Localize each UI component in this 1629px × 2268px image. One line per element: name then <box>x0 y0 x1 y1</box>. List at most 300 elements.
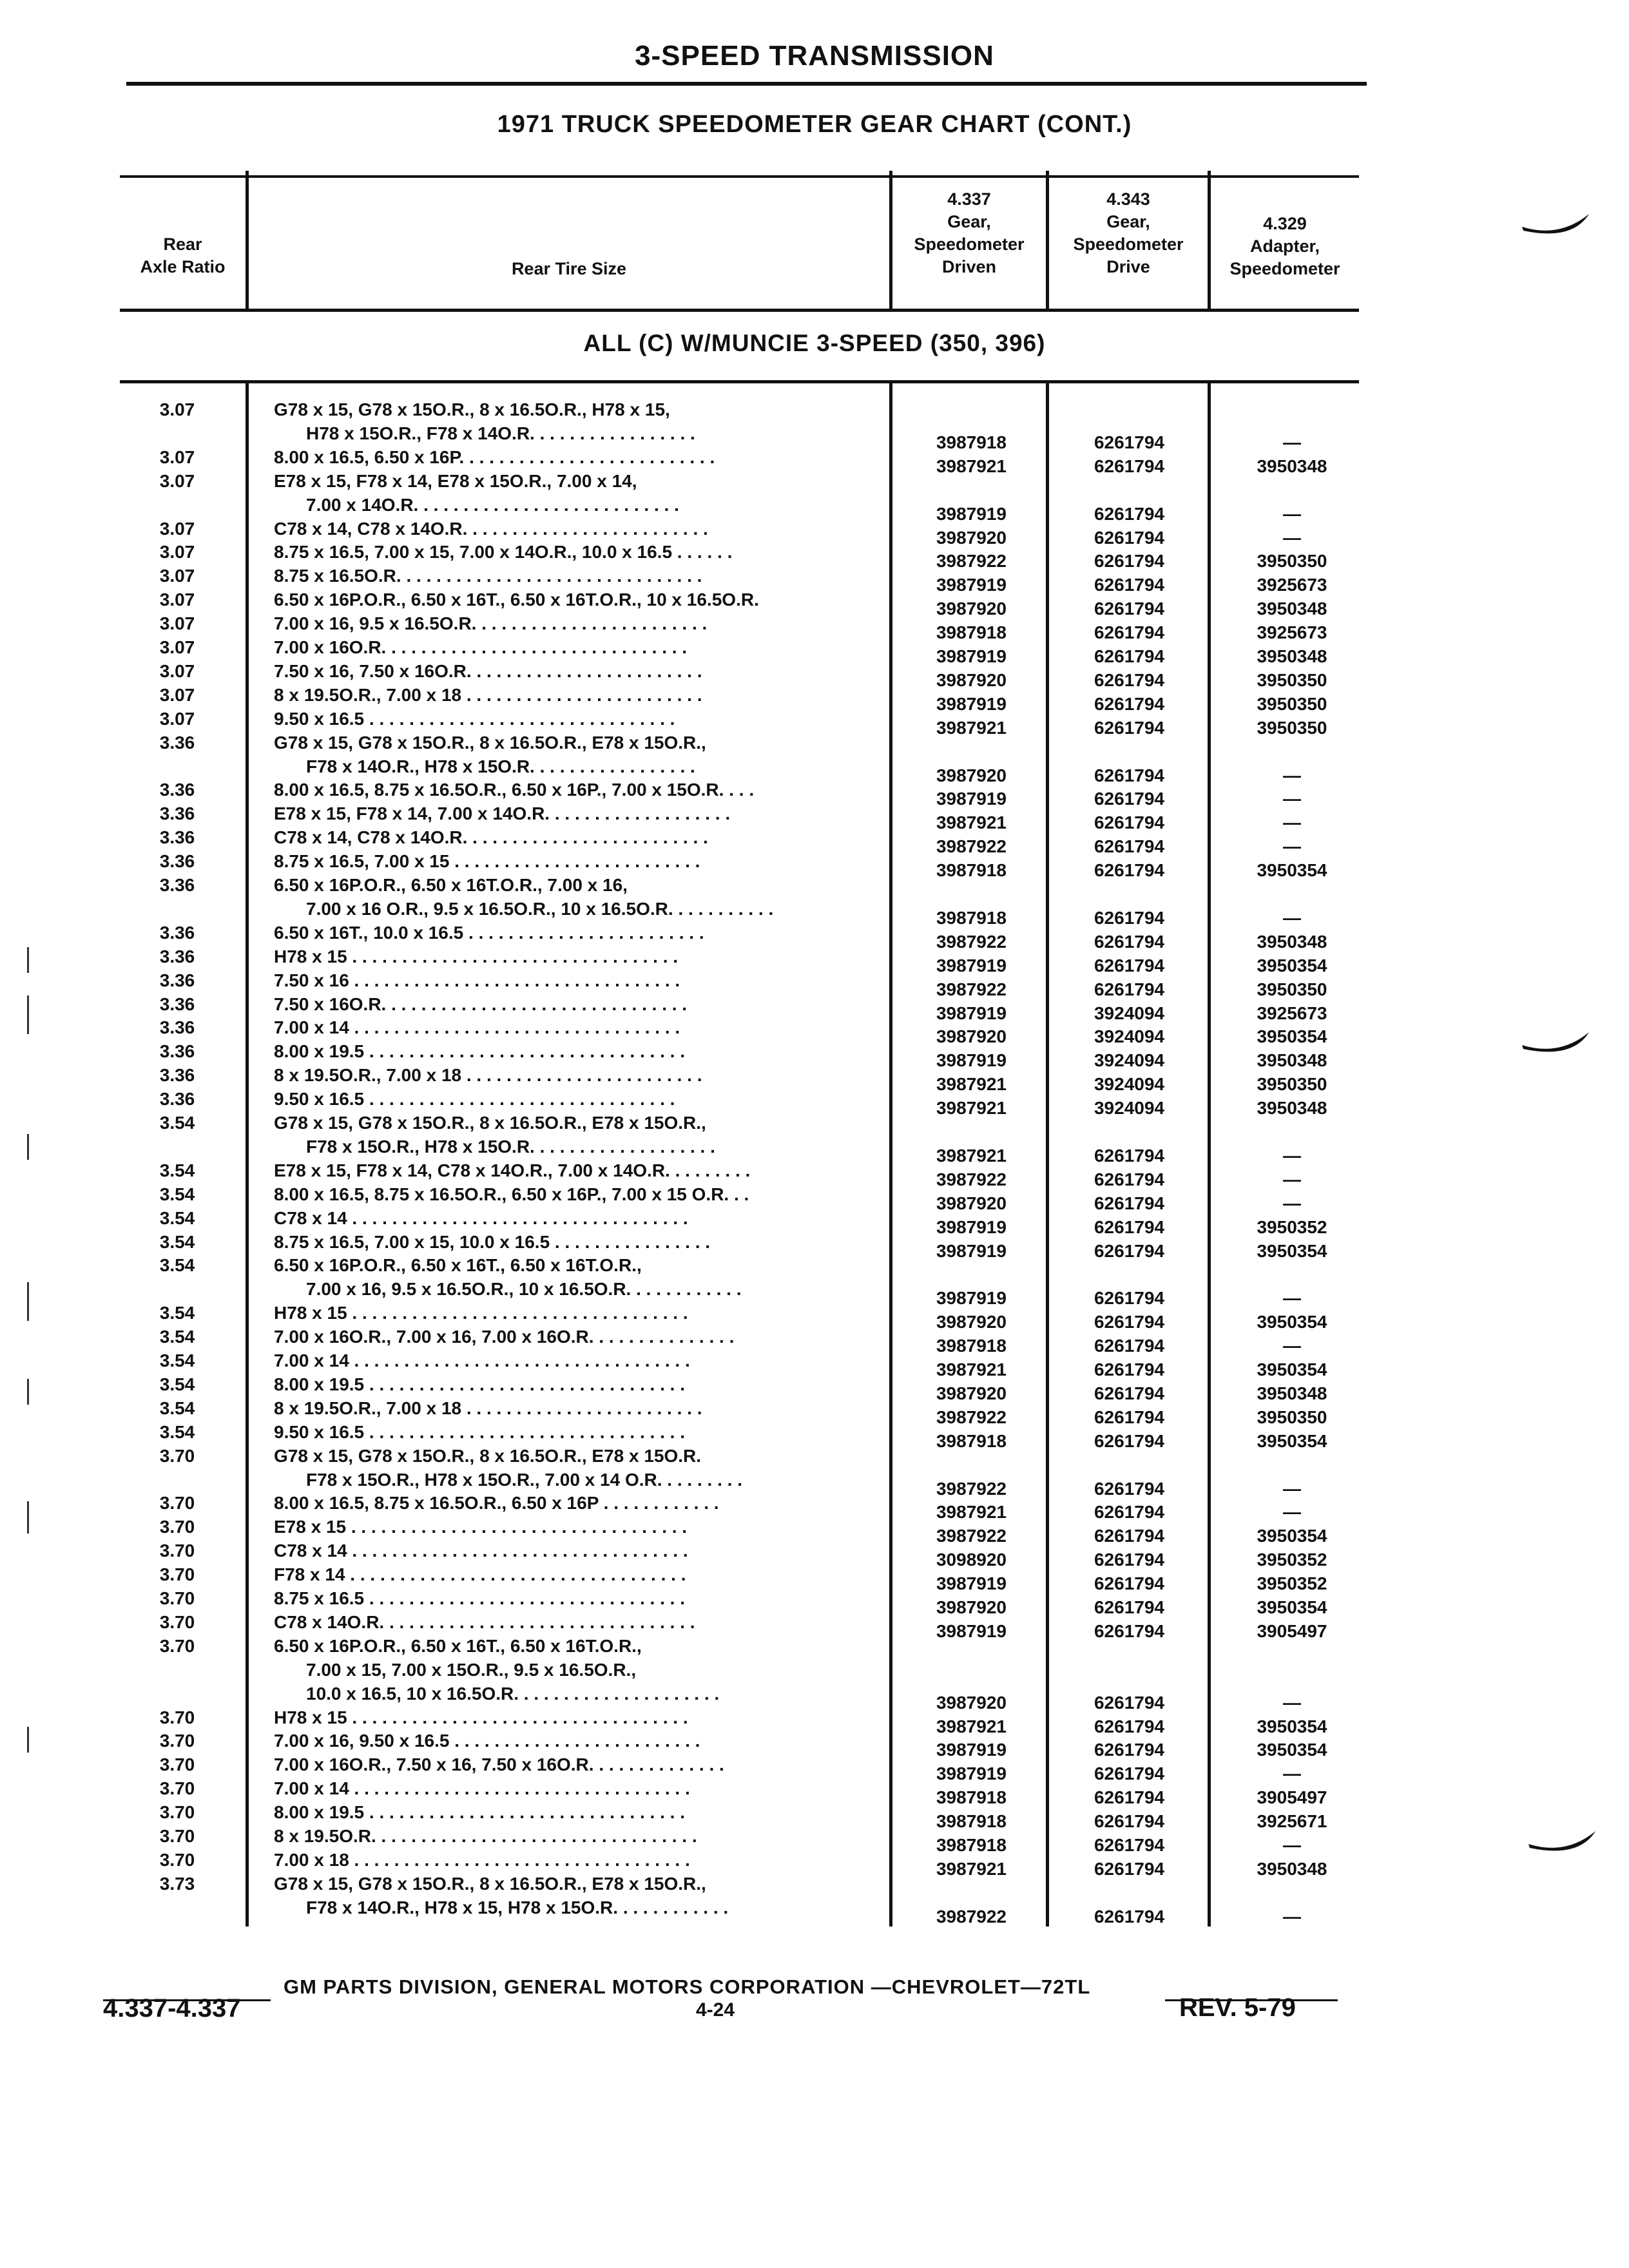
tire-size-cell: 8 x 19.5O.R., 7.00 x 18 . . . . . . . . . . . . . . . . . . . . . . . . <box>274 1065 702 1086</box>
axle-ratio-cell: 3.36 <box>159 875 195 895</box>
axle-ratio-cell: 3.54 <box>159 1421 195 1442</box>
binder-mark <box>1521 1031 1592 1070</box>
drive-gear-cell: 6261794 <box>1094 1312 1164 1332</box>
tire-size-cell: 8 x 19.5O.R. . . . . . . . . . . . . . . . . . . . . . . . . . . . . . . . . <box>274 1826 697 1846</box>
adapter-cell: 3950352 <box>1257 1216 1327 1237</box>
tire-size-cell: 7.50 x 16, 7.50 x 16O.R. . . . . . . . . . . . . . . . . . . . . . . . <box>274 660 702 681</box>
tire-size-cell: 8.75 x 16.5, 7.00 x 15 . . . . . . . . . . . . . . . . . . . . . . . . . <box>274 851 700 872</box>
driven-gear-cell: 3987922 <box>936 979 1007 999</box>
drive-gear-cell: 6261794 <box>1094 955 1164 975</box>
tire-size-cell: 7.00 x 16O.R., 7.50 x 16, 7.50 x 16O.R. . . . . . . . . . . . . . <box>274 1754 724 1775</box>
drive-gear-cell: 6261794 <box>1094 456 1164 476</box>
drive-gear-cell: 6261794 <box>1094 575 1164 595</box>
adapter-cell: 3950354 <box>1257 860 1327 881</box>
axle-ratio-cell: 3.70 <box>159 1802 195 1823</box>
driven-gear-cell: 3987919 <box>936 1003 1007 1023</box>
adapter-cell: — <box>1283 812 1301 833</box>
drive-gear-cell: 6261794 <box>1094 1573 1164 1594</box>
adapter-cell: 3950350 <box>1257 669 1327 690</box>
tire-size-cell: G78 x 15, G78 x 15O.R., 8 x 16.5O.R., E78 x 15O.R., <box>274 1113 706 1133</box>
adapter-cell: 3950354 <box>1257 1597 1327 1617</box>
drive-gear-cell: 3924094 <box>1094 1003 1164 1023</box>
footer-page-number: 4-24 <box>695 1999 735 2021</box>
axle-ratio-cell: 3.54 <box>159 1231 195 1252</box>
drive-gear-cell: 6261794 <box>1094 1692 1164 1713</box>
tire-size-cell: C78 x 14, C78 x 14O.R. . . . . . . . . . . . . . . . . . . . . . . . . <box>274 827 708 848</box>
drive-gear-cell: 6261794 <box>1094 1811 1164 1832</box>
axle-ratio-cell: 3.36 <box>159 1089 195 1110</box>
drive-gear-cell: 6261794 <box>1094 1716 1164 1736</box>
tire-size-cell: 7.00 x 16, 9.50 x 16.5 . . . . . . . . . . . . . . . . . . . . . . . . . <box>274 1731 700 1751</box>
adapter-cell: 3950350 <box>1257 1074 1327 1095</box>
adapter-cell: 3905497 <box>1257 1620 1327 1641</box>
adapter-cell: — <box>1283 1478 1301 1499</box>
drive-gear-cell: 6261794 <box>1094 622 1164 643</box>
footer-corporation: GM PARTS DIVISION, GENERAL MOTORS CORPORATION —CHEVROLET—72TL <box>284 1975 1091 1998</box>
driven-gear-cell: 3987919 <box>936 1240 1007 1261</box>
drive-gear-cell: 3924094 <box>1094 1050 1164 1071</box>
drive-gear-cell: 6261794 <box>1094 1906 1164 1927</box>
drive-gear-cell: 6261794 <box>1094 1526 1164 1546</box>
axle-ratio-cell: 3.54 <box>159 1350 195 1370</box>
axle-ratio-cell: 3.07 <box>159 637 195 657</box>
tire-size-cell: 6.50 x 16P.O.R., 6.50 x 16T.O.R., 7.00 x 16, <box>274 875 628 895</box>
drive-gear-cell: 6261794 <box>1094 551 1164 572</box>
driven-gear-cell: 3987919 <box>936 1620 1007 1641</box>
axle-ratio-cell: 3.07 <box>159 399 195 419</box>
tire-size-cell: G78 x 15, G78 x 15O.R., 8 x 16.5O.R., E78 x 15O.R., <box>274 732 706 753</box>
tire-size-cell: 7.00 x 16O.R. . . . . . . . . . . . . . . . . . . . . . . . . . . . . . . <box>274 637 688 657</box>
axle-ratio-cell: 3.70 <box>159 1754 195 1775</box>
drive-gear-cell: 6261794 <box>1094 1502 1164 1523</box>
driven-gear-cell: 3987919 <box>936 503 1007 524</box>
drive-gear-cell: 3924094 <box>1094 1098 1164 1119</box>
driven-gear-cell: 3987920 <box>936 1026 1007 1047</box>
drive-gear-cell: 6261794 <box>1094 1288 1164 1309</box>
section-title: 3-SPEED TRANSMISSION <box>635 40 994 72</box>
tire-size-cell: 8.75 x 16.5, 7.00 x 15, 7.00 x 14O.R., 10.0 x 16.5 . . . . . . <box>274 542 733 562</box>
tire-size-cell: 8.00 x 16.5, 8.75 x 16.5O.R., 6.50 x 16P., 7.00 x 15 O.R. . . <box>274 1184 749 1204</box>
adapter-cell: 3950348 <box>1257 599 1327 619</box>
driven-gear-cell: 3987920 <box>936 765 1007 785</box>
tire-size-cell: G78 x 15, G78 x 15O.R., 8 x 16.5O.R., E78 x 15O.R., <box>274 1873 706 1894</box>
drive-gear-cell: 6261794 <box>1094 503 1164 524</box>
driven-gear-cell: 3987918 <box>936 1835 1007 1855</box>
axle-ratio-cell: 3.70 <box>159 1707 195 1727</box>
adapter-cell: 3950354 <box>1257 1026 1327 1047</box>
tire-size-cell: 6.50 x 16P.O.R., 6.50 x 16T., 6.50 x 16T.O.R., 10 x 16.5O.R. <box>274 590 759 610</box>
axle-ratio-cell: 3.36 <box>159 1017 195 1038</box>
driven-gear-cell: 3987919 <box>936 1216 1007 1237</box>
drive-gear-cell: 6261794 <box>1094 836 1164 857</box>
drive-gear-cell: 6261794 <box>1094 717 1164 738</box>
axle-ratio-cell: 3.07 <box>159 470 195 491</box>
drive-gear-cell: 6261794 <box>1094 1550 1164 1570</box>
axle-ratio-cell: 3.07 <box>159 684 195 705</box>
axle-ratio-cell: 3.70 <box>159 1849 195 1870</box>
margin-mark <box>27 1501 29 1533</box>
tire-size-cell: H78 x 15 . . . . . . . . . . . . . . . . . . . . . . . . . . . . . . . . . . <box>274 1303 688 1323</box>
axle-ratio-cell: 3.70 <box>159 1635 195 1656</box>
driven-gear-cell: 3987920 <box>936 527 1007 548</box>
adapter-cell: 3925673 <box>1257 1003 1327 1023</box>
axle-ratio-cell: 3.36 <box>159 994 195 1014</box>
tire-size-cell: 8 x 19.5O.R., 7.00 x 18 . . . . . . . . . . . . . . . . . . . . . . . . <box>274 1398 702 1418</box>
header-line: 4.329 <box>1263 214 1307 233</box>
header-line: Speedometer <box>1229 259 1340 278</box>
tire-size-cell: 8.00 x 19.5 . . . . . . . . . . . . . . . . . . . . . . . . . . . . . . . . <box>274 1374 685 1394</box>
axle-ratio-cell: 3.54 <box>159 1327 195 1347</box>
adapter-cell: — <box>1283 1835 1301 1855</box>
adapter-cell: — <box>1283 1906 1301 1927</box>
table-subheader: ALL (C) W/MUNCIE 3-SPEED (350, 396) <box>583 330 1046 356</box>
drive-gear-cell: 6261794 <box>1094 527 1164 548</box>
adapter-cell: — <box>1283 907 1301 928</box>
axle-ratio-cell: 3.54 <box>159 1113 195 1133</box>
drive-gear-cell: 6261794 <box>1094 789 1164 809</box>
adapter-cell: 3950354 <box>1257 1312 1327 1332</box>
drive-gear-cell: 6261794 <box>1094 599 1164 619</box>
header-line: Drive <box>1106 257 1150 276</box>
header-line: Speedometer <box>1073 235 1184 254</box>
adapter-cell: 3950354 <box>1257 955 1327 975</box>
tire-size-cell: H78 x 15O.R., F78 x 14O.R. . . . . . . . . . . . . . . . . <box>306 423 695 443</box>
tire-size-cell: 7.00 x 14O.R. . . . . . . . . . . . . . . . . . . . . . . . . . . <box>306 494 679 515</box>
drive-gear-cell: 6261794 <box>1094 1240 1164 1261</box>
drive-gear-cell: 6261794 <box>1094 1597 1164 1617</box>
adapter-cell: — <box>1283 1145 1301 1166</box>
tire-size-cell: 7.00 x 14 . . . . . . . . . . . . . . . . . . . . . . . . . . . . . . . . . <box>274 1017 680 1038</box>
tire-size-cell: 8.00 x 16.5, 8.75 x 16.5O.R., 6.50 x 16P . . . . . . . . . . . . <box>274 1493 719 1514</box>
tire-size-cell: F78 x 15O.R., H78 x 15O.R., 7.00 x 14 O.R. . . . . . . . . <box>306 1469 742 1490</box>
axle-ratio-cell: 3.70 <box>159 1445 195 1466</box>
axle-ratio-cell: 3.70 <box>159 1517 195 1537</box>
drive-gear-cell: 6261794 <box>1094 1336 1164 1356</box>
driven-gear-cell: 3987918 <box>936 1336 1007 1356</box>
margin-mark <box>27 947 29 973</box>
margin-mark <box>27 1134 29 1160</box>
driven-gear-cell: 3987921 <box>936 1098 1007 1119</box>
adapter-cell: 3950350 <box>1257 693 1327 714</box>
adapter-cell: — <box>1283 836 1301 857</box>
driven-gear-cell: 3987922 <box>936 931 1007 952</box>
drive-gear-cell: 6261794 <box>1094 1835 1164 1855</box>
drive-gear-cell: 6261794 <box>1094 432 1164 452</box>
drive-gear-cell: 3924094 <box>1094 1026 1164 1047</box>
tire-size-cell: G78 x 15, G78 x 15O.R., 8 x 16.5O.R., E78 x 15O.R. <box>274 1445 702 1466</box>
binder-mark <box>1527 1830 1598 1869</box>
axle-ratio-cell: 3.70 <box>159 1826 195 1846</box>
adapter-cell: — <box>1283 765 1301 785</box>
driven-gear-cell: 3987919 <box>936 1763 1007 1784</box>
driven-gear-cell: 3987919 <box>936 789 1007 809</box>
driven-gear-cell: 3987919 <box>936 1288 1007 1309</box>
tire-size-cell: G78 x 15, G78 x 15O.R., 8 x 16.5O.R., H78 x 15, <box>274 399 670 419</box>
drive-gear-cell: 6261794 <box>1094 765 1164 785</box>
tire-size-cell: C78 x 14 . . . . . . . . . . . . . . . . . . . . . . . . . . . . . . . . . . <box>274 1207 688 1228</box>
tire-size-cell: 6.50 x 16P.O.R., 6.50 x 16T., 6.50 x 16T.O.R., <box>274 1635 642 1656</box>
axle-ratio-cell: 3.70 <box>159 1541 195 1561</box>
tire-size-cell: F78 x 15O.R., H78 x 15O.R. . . . . . . . . . . . . . . . . . . <box>306 1136 715 1157</box>
driven-gear-cell: 3987921 <box>936 1074 1007 1095</box>
driven-gear-cell: 3987919 <box>936 1050 1007 1071</box>
drive-gear-cell: 6261794 <box>1094 812 1164 833</box>
binder-mark <box>1521 213 1592 251</box>
axle-ratio-cell: 3.70 <box>159 1564 195 1585</box>
axle-ratio-cell: 3.36 <box>159 922 195 943</box>
driven-gear-cell: 3098920 <box>936 1550 1007 1570</box>
axle-ratio-cell: 3.07 <box>159 708 195 729</box>
tire-size-cell: 8.00 x 16.5, 8.75 x 16.5O.R., 6.50 x 16P., 7.00 x 15O.R. . . . <box>274 780 755 800</box>
header-line: Speedometer <box>914 235 1025 254</box>
tire-size-cell: 9.50 x 16.5 . . . . . . . . . . . . . . . . . . . . . . . . . . . . . . . . <box>274 1421 685 1442</box>
adapter-cell: 3950354 <box>1257 1716 1327 1736</box>
header-line: Driven <box>941 257 997 276</box>
axle-ratio-cell: 3.36 <box>159 803 195 824</box>
driven-gear-cell: 3987919 <box>936 646 1007 666</box>
tire-size-cell: 9.50 x 16.5 . . . . . . . . . . . . . . . . . . . . . . . . . . . . . . . <box>274 1089 675 1110</box>
driven-gear-cell: 3987918 <box>936 1430 1007 1451</box>
drive-gear-cell: 6261794 <box>1094 1787 1164 1808</box>
driven-gear-cell: 3987921 <box>936 812 1007 833</box>
adapter-cell: 3950350 <box>1257 551 1327 572</box>
drive-gear-cell: 6261794 <box>1094 1478 1164 1499</box>
drive-gear-cell: 6261794 <box>1094 1145 1164 1166</box>
adapter-cell: — <box>1283 1169 1301 1189</box>
tire-size-cell: 8.00 x 19.5 . . . . . . . . . . . . . . . . . . . . . . . . . . . . . . . . <box>274 1802 685 1823</box>
driven-gear-cell: 3987918 <box>936 432 1007 452</box>
header-rear-tire-size: Rear Tire Size <box>511 259 627 278</box>
adapter-cell: 3950348 <box>1257 931 1327 952</box>
tire-size-cell: E78 x 15, F78 x 14, C78 x 14O.R., 7.00 x 14O.R. . . . . . . . . <box>274 1160 751 1180</box>
drive-gear-cell: 6261794 <box>1094 1763 1164 1784</box>
adapter-cell: 3950350 <box>1257 979 1327 999</box>
driven-gear-cell: 3987922 <box>936 1478 1007 1499</box>
axle-ratio-cell: 3.54 <box>159 1398 195 1418</box>
drive-gear-cell: 6261794 <box>1094 1740 1164 1760</box>
adapter-cell: — <box>1283 1692 1301 1713</box>
axle-ratio-cell: 3.07 <box>159 660 195 681</box>
adapter-cell: — <box>1283 432 1301 452</box>
drive-gear-cell: 6261794 <box>1094 1360 1164 1379</box>
tire-size-cell: C78 x 14, C78 x 14O.R. . . . . . . . . . . . . . . . . . . . . . . . . <box>274 518 708 539</box>
driven-gear-cell: 3987921 <box>936 1716 1007 1736</box>
tire-size-cell: 8 x 19.5O.R., 7.00 x 18 . . . . . . . . . . . . . . . . . . . . . . . . <box>274 684 702 705</box>
axle-ratio-cell: 3.54 <box>159 1255 195 1276</box>
adapter-cell: 3950348 <box>1257 456 1327 476</box>
adapter-cell: 3950354 <box>1257 1430 1327 1451</box>
tire-size-cell: 8.00 x 19.5 . . . . . . . . . . . . . . . . . . . . . . . . . . . . . . . . <box>274 1041 685 1062</box>
axle-ratio-cell: 3.07 <box>159 613 195 634</box>
adapter-cell: 3950348 <box>1257 1858 1327 1879</box>
axle-ratio-cell: 3.70 <box>159 1778 195 1799</box>
drive-gear-cell: 6261794 <box>1094 1430 1164 1451</box>
tire-size-cell: H78 x 15 . . . . . . . . . . . . . . . . . . . . . . . . . . . . . . . . . <box>274 946 679 966</box>
header-line: Axle Ratio <box>140 257 226 276</box>
driven-gear-cell: 3987922 <box>936 1169 1007 1189</box>
drive-gear-cell: 3924094 <box>1094 1074 1164 1095</box>
driven-gear-cell: 3987918 <box>936 1787 1007 1808</box>
driven-gear-cell: 3987922 <box>936 836 1007 857</box>
tire-size-cell: 7.00 x 16 O.R., 9.5 x 16.5O.R., 10 x 16.5O.R. . . . . . . . . . . <box>306 898 774 919</box>
driven-gear-cell: 3987922 <box>936 1526 1007 1546</box>
header-line: Gear, <box>1106 212 1150 231</box>
driven-gear-cell: 3987920 <box>936 1193 1007 1213</box>
driven-gear-cell: 3987919 <box>936 955 1007 975</box>
drive-gear-cell: 6261794 <box>1094 931 1164 952</box>
axle-ratio-cell: 3.54 <box>159 1160 195 1180</box>
driven-gear-cell: 3987921 <box>936 1145 1007 1166</box>
tire-size-cell: 7.50 x 16 . . . . . . . . . . . . . . . . . . . . . . . . . . . . . . . . . <box>274 970 680 990</box>
margin-mark <box>27 1379 29 1405</box>
drive-gear-cell: 6261794 <box>1094 1193 1164 1213</box>
adapter-cell: 3925673 <box>1257 622 1327 643</box>
axle-ratio-cell: 3.54 <box>159 1303 195 1323</box>
header-line: Rear <box>163 235 202 254</box>
adapter-cell: 3950350 <box>1257 717 1327 738</box>
tire-size-cell: 8.00 x 16.5, 6.50 x 16P. . . . . . . . . . . . . . . . . . . . . . . . . . <box>274 447 715 467</box>
tire-size-cell: 8.75 x 16.5, 7.00 x 15, 10.0 x 16.5 . . . . . . . . . . . . . . . . <box>274 1231 711 1252</box>
axle-ratio-cell: 3.36 <box>159 1065 195 1086</box>
drive-gear-cell: 6261794 <box>1094 860 1164 881</box>
drive-gear-cell: 6261794 <box>1094 1620 1164 1641</box>
tire-size-cell: 10.0 x 16.5, 10 x 16.5O.R. . . . . . . . . . . . . . . . . . . . . <box>306 1683 720 1704</box>
adapter-cell: 3950354 <box>1257 1740 1327 1760</box>
tire-size-cell: E78 x 15, F78 x 14, 7.00 x 14O.R. . . . . . . . . . . . . . . . . . . <box>274 803 731 824</box>
tire-size-cell: 7.50 x 16O.R. . . . . . . . . . . . . . . . . . . . . . . . . . . . . . . <box>274 994 688 1014</box>
margin-mark <box>27 1727 29 1753</box>
adapter-cell: 3950352 <box>1257 1550 1327 1570</box>
driven-gear-cell: 3987920 <box>936 1383 1007 1403</box>
axle-ratio-cell: 3.70 <box>159 1611 195 1632</box>
driven-gear-cell: 3987918 <box>936 1811 1007 1832</box>
footer-revision: REV. 5-79 <box>1179 1994 1296 2022</box>
drive-gear-cell: 6261794 <box>1094 979 1164 999</box>
axle-ratio-cell: 3.07 <box>159 590 195 610</box>
tire-size-cell: E78 x 15 . . . . . . . . . . . . . . . . . . . . . . . . . . . . . . . . . . <box>274 1517 688 1537</box>
drive-gear-cell: 6261794 <box>1094 1858 1164 1879</box>
drive-gear-cell: 6261794 <box>1094 1407 1164 1427</box>
axle-ratio-cell: 3.70 <box>159 1731 195 1751</box>
adapter-cell: 3950348 <box>1257 1383 1327 1403</box>
adapter-cell: 3950348 <box>1257 1050 1327 1071</box>
driven-gear-cell: 3987922 <box>936 1407 1007 1427</box>
adapter-cell: 3925673 <box>1257 575 1327 595</box>
tire-size-cell: 7.00 x 16, 9.5 x 16.5O.R., 10 x 16.5O.R. . . . . . . . . . . . <box>306 1279 742 1300</box>
driven-gear-cell: 3987921 <box>936 1858 1007 1879</box>
driven-gear-cell: 3987919 <box>936 693 1007 714</box>
tire-size-cell: E78 x 15, F78 x 14, E78 x 15O.R., 7.00 x 14, <box>274 470 637 491</box>
adapter-cell: 3950352 <box>1257 1573 1327 1594</box>
driven-gear-cell: 3987919 <box>936 1573 1007 1594</box>
margin-mark <box>27 995 29 1034</box>
axle-ratio-cell: 3.36 <box>159 732 195 753</box>
drive-gear-cell: 6261794 <box>1094 693 1164 714</box>
axle-ratio-cell: 3.54 <box>159 1184 195 1204</box>
tire-size-cell: 7.00 x 14 . . . . . . . . . . . . . . . . . . . . . . . . . . . . . . . . . . <box>274 1350 690 1370</box>
driven-gear-cell: 3987921 <box>936 1360 1007 1379</box>
tire-size-cell: 7.00 x 14 . . . . . . . . . . . . . . . . . . . . . . . . . . . . . . . . . . <box>274 1778 690 1799</box>
driven-gear-cell: 3987920 <box>936 1597 1007 1617</box>
axle-ratio-cell: 3.36 <box>159 851 195 872</box>
axle-ratio-cell: 3.36 <box>159 970 195 990</box>
header-line: 4.343 <box>1106 189 1150 209</box>
axle-ratio-cell: 3.70 <box>159 1493 195 1514</box>
axle-ratio-cell: 3.73 <box>159 1873 195 1894</box>
axle-ratio-cell: 3.36 <box>159 827 195 848</box>
tire-size-cell: F78 x 14O.R., H78 x 15, H78 x 15O.R. . . . . . . . . . . . <box>306 1897 729 1917</box>
tire-size-cell: 7.00 x 15, 7.00 x 15O.R., 9.5 x 16.5O.R., <box>306 1659 637 1680</box>
adapter-cell: — <box>1283 503 1301 524</box>
tire-size-cell: 6.50 x 16T., 10.0 x 16.5 . . . . . . . . . . . . . . . . . . . . . . . . <box>274 922 704 943</box>
adapter-cell: — <box>1283 1336 1301 1356</box>
adapter-cell: — <box>1283 1763 1301 1784</box>
chart-title: 1971 TRUCK SPEEDOMETER GEAR CHART (CONT.) <box>497 111 1132 138</box>
drive-gear-cell: 6261794 <box>1094 1169 1164 1189</box>
axle-ratio-cell: 3.07 <box>159 518 195 539</box>
tire-size-cell: F78 x 14 . . . . . . . . . . . . . . . . . . . . . . . . . . . . . . . . . . <box>274 1564 686 1585</box>
adapter-cell: 3950350 <box>1257 1407 1327 1427</box>
tire-size-cell: 8.75 x 16.5O.R. . . . . . . . . . . . . . . . . . . . . . . . . . . . . . . <box>274 566 702 586</box>
axle-ratio-cell: 3.07 <box>159 542 195 562</box>
adapter-cell: 3905497 <box>1257 1787 1327 1808</box>
driven-gear-cell: 3987920 <box>936 1312 1007 1332</box>
driven-gear-cell: 3987918 <box>936 860 1007 881</box>
header-line: Gear, <box>947 212 991 231</box>
drive-gear-cell: 6261794 <box>1094 646 1164 666</box>
driven-gear-cell: 3987919 <box>936 1740 1007 1760</box>
adapter-cell: 3950354 <box>1257 1526 1327 1546</box>
axle-ratio-cell: 3.54 <box>159 1207 195 1228</box>
tire-size-cell: 7.00 x 16O.R., 7.00 x 16, 7.00 x 16O.R. . . . . . . . . . . . . . . <box>274 1327 735 1347</box>
adapter-cell: — <box>1283 527 1301 548</box>
axle-ratio-cell: 3.54 <box>159 1374 195 1394</box>
axle-ratio-cell: 3.70 <box>159 1588 195 1608</box>
driven-gear-cell: 3987920 <box>936 669 1007 690</box>
driven-gear-cell: 3987922 <box>936 551 1007 572</box>
header-line: 4.337 <box>947 189 991 209</box>
header-line: Adapter, <box>1249 236 1320 256</box>
tire-size-cell: C78 x 14 . . . . . . . . . . . . . . . . . . . . . . . . . . . . . . . . . . <box>274 1541 688 1561</box>
adapter-cell: 3950348 <box>1257 1098 1327 1119</box>
adapter-cell: 3950354 <box>1257 1360 1327 1379</box>
driven-gear-cell: 3987921 <box>936 456 1007 476</box>
adapter-cell: 3950348 <box>1257 646 1327 666</box>
drive-gear-cell: 6261794 <box>1094 669 1164 690</box>
adapter-cell: — <box>1283 789 1301 809</box>
tire-size-cell: F78 x 14O.R., H78 x 15O.R. . . . . . . . . . . . . . . . . <box>306 756 695 776</box>
tire-size-cell: 7.00 x 16, 9.5 x 16.5O.R. . . . . . . . . . . . . . . . . . . . . . . . <box>274 613 708 634</box>
driven-gear-cell: 3987918 <box>936 907 1007 928</box>
tire-size-cell: 8.75 x 16.5 . . . . . . . . . . . . . . . . . . . . . . . . . . . . . . . . <box>274 1588 685 1608</box>
axle-ratio-cell: 3.36 <box>159 1041 195 1062</box>
driven-gear-cell: 3987921 <box>936 717 1007 738</box>
adapter-cell: — <box>1283 1288 1301 1309</box>
axle-ratio-cell: 3.36 <box>159 946 195 966</box>
adapter-cell: — <box>1283 1193 1301 1213</box>
margin-mark <box>27 1282 29 1321</box>
tire-size-cell: 6.50 x 16P.O.R., 6.50 x 16T., 6.50 x 16T.O.R., <box>274 1255 642 1276</box>
driven-gear-cell: 3987922 <box>936 1906 1007 1927</box>
axle-ratio-cell: 3.36 <box>159 780 195 800</box>
axle-ratio-cell: 3.07 <box>159 566 195 586</box>
driven-gear-cell: 3987918 <box>936 622 1007 643</box>
footer-section-code: 4.337-4.337 <box>103 1994 241 2023</box>
tire-size-cell: C78 x 14O.R. . . . . . . . . . . . . . . . . . . . . . . . . . . . . . . . <box>274 1611 695 1632</box>
driven-gear-cell: 3987919 <box>936 575 1007 595</box>
drive-gear-cell: 6261794 <box>1094 907 1164 928</box>
adapter-cell: 3925671 <box>1257 1811 1327 1832</box>
